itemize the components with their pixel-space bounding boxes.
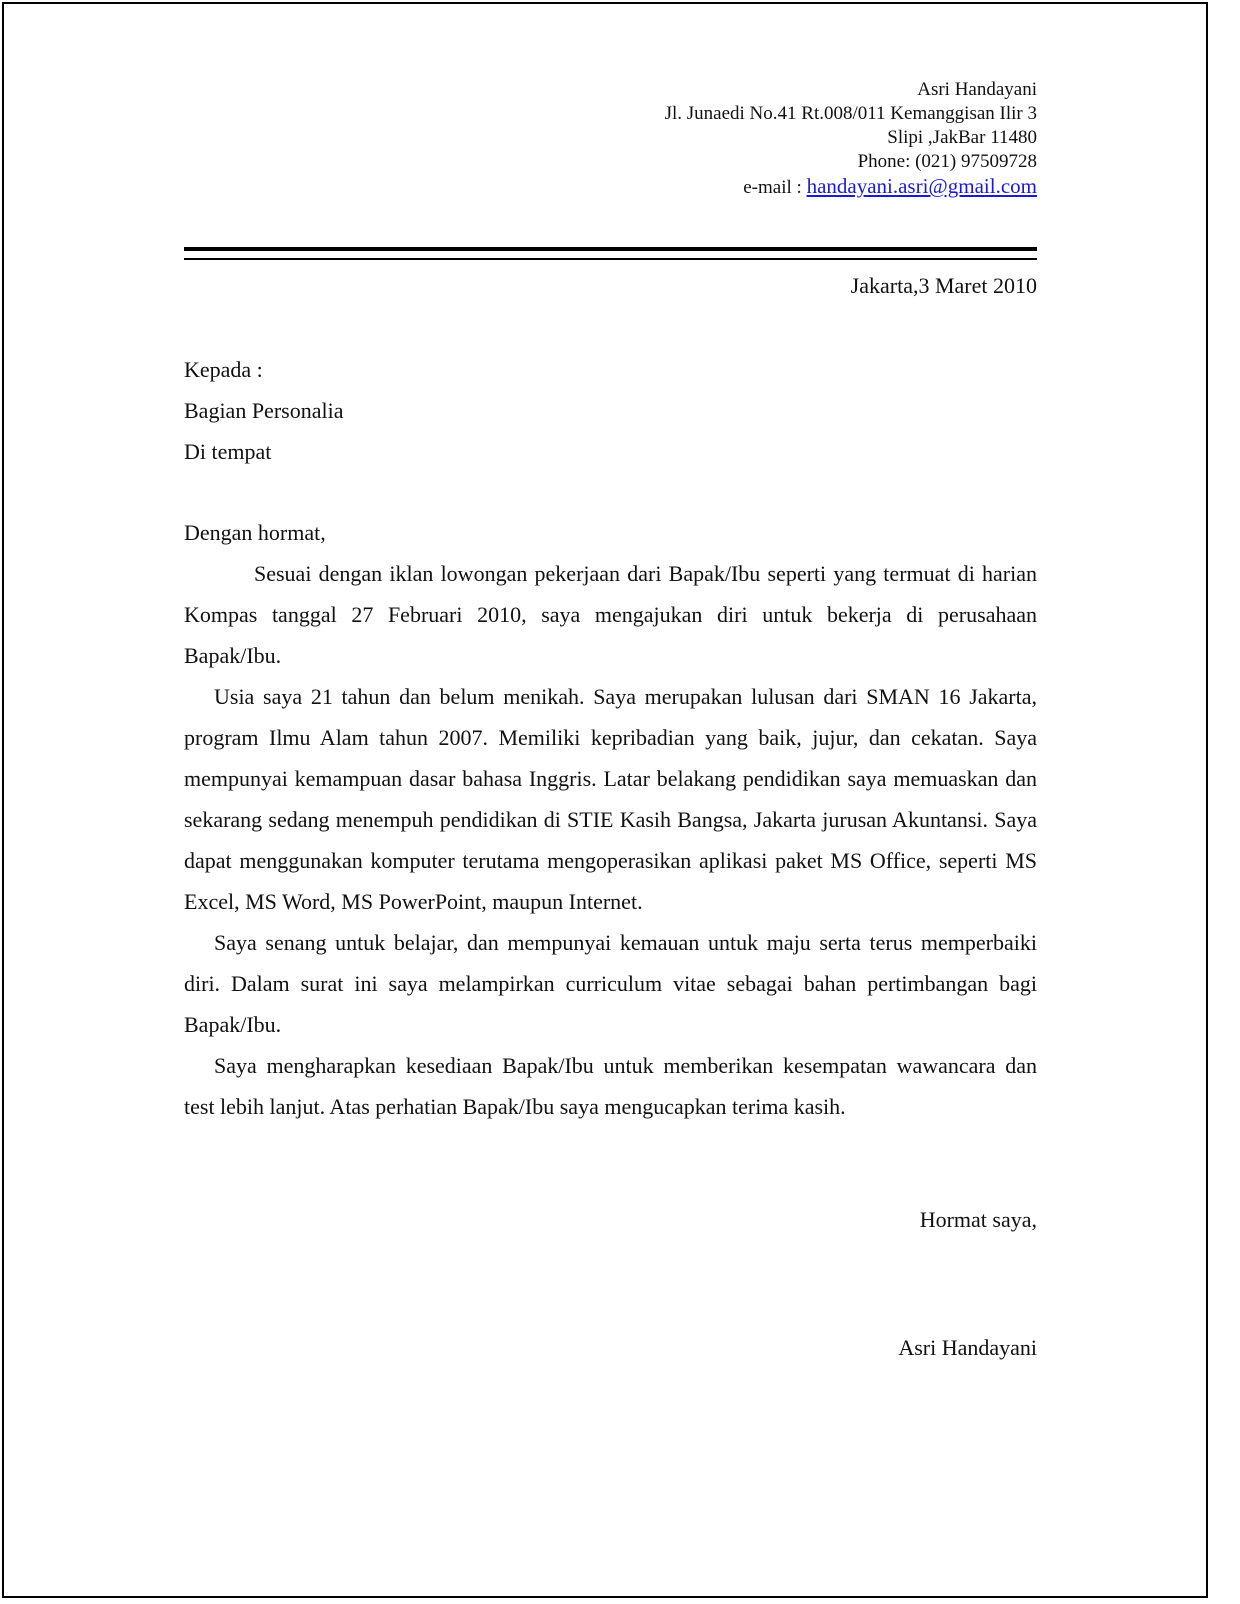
sender-block bbox=[184, 78, 1037, 200]
recipient-line1: Kepada : bbox=[184, 357, 263, 382]
letter-body bbox=[184, 553, 1037, 1127]
signature-name: Asri Handayani bbox=[898, 1335, 1037, 1360]
email-label: e-mail : bbox=[743, 177, 807, 198]
sender-phone: Phone: (021) 97509728 bbox=[857, 151, 1037, 172]
letter-page bbox=[2, 2, 1208, 1598]
body-paragraph-2: Usia saya 21 tahun dan belum menikah. Saya merupakan lulusan dari SMAN 16 Jakarta, program Ilmu Alam tahun 2007. Memiliki kepribadian yang baik, jujur, dan cekatan. Saya mempunyai kemampuan dasar bahasa Inggris. Latar belakang pendidikan saya memuaskan dan sekarang sedang menempuh pendidikan di STIE Kasih Bangsa, Jakarta jurusan Akuntansi. Saya dapat menggunakan komputer terutama mengoperasikan aplikasi paket MS Office, seperti MS Excel, MS Word, MS PowerPoint, maupun Internet. bbox=[184, 684, 1037, 914]
sender-name: Asri Handayani bbox=[917, 79, 1037, 100]
closing: Hormat saya, bbox=[919, 1207, 1037, 1232]
body-paragraph-4: Saya mengharapkan kesediaan Bapak/Ibu untuk memberikan kesempatan wawancara dan test lebih lanjut. Atas perhatian Bapak/Ibu saya mengucapkan terima kasih. bbox=[184, 1053, 1037, 1119]
email-link[interactable]: handayani.asri@gmail.com bbox=[806, 174, 1037, 198]
recipient-line2: Bagian Personalia bbox=[184, 398, 344, 423]
body-paragraph-1: Sesuai dengan iklan lowongan pekerjaan dari Bapak/Ibu seperti yang termuat di harian Kompas tanggal 27 Februari 2010, saya mengajukan diri untuk bekerja di perusahaan Bapak/Ibu. bbox=[184, 561, 1037, 668]
recipient-line3: Di tempat bbox=[184, 439, 272, 464]
salutation: Dengan hormat, bbox=[184, 520, 326, 545]
letter-date: Jakarta,3 Maret 2010 bbox=[850, 273, 1037, 298]
header-divider-thick bbox=[184, 247, 1037, 251]
header-divider-thin bbox=[184, 258, 1037, 260]
recipient-block bbox=[184, 349, 1037, 472]
body-paragraph-3: Saya senang untuk belajar, dan mempunyai kemauan untuk maju serta terus memperbaiki diri. Dalam surat ini saya melampirkan curriculum vitae sebagai bahan pertimbangan bagi Bapak/Ibu. bbox=[184, 930, 1037, 1037]
sender-address-line2: Slipi ,JakBar 11480 bbox=[887, 127, 1037, 148]
sender-address-line1: Jl. Junaedi No.41 Rt.008/011 Kemanggisan Ilir 3 bbox=[664, 103, 1037, 124]
sender-email-row bbox=[184, 174, 1037, 200]
